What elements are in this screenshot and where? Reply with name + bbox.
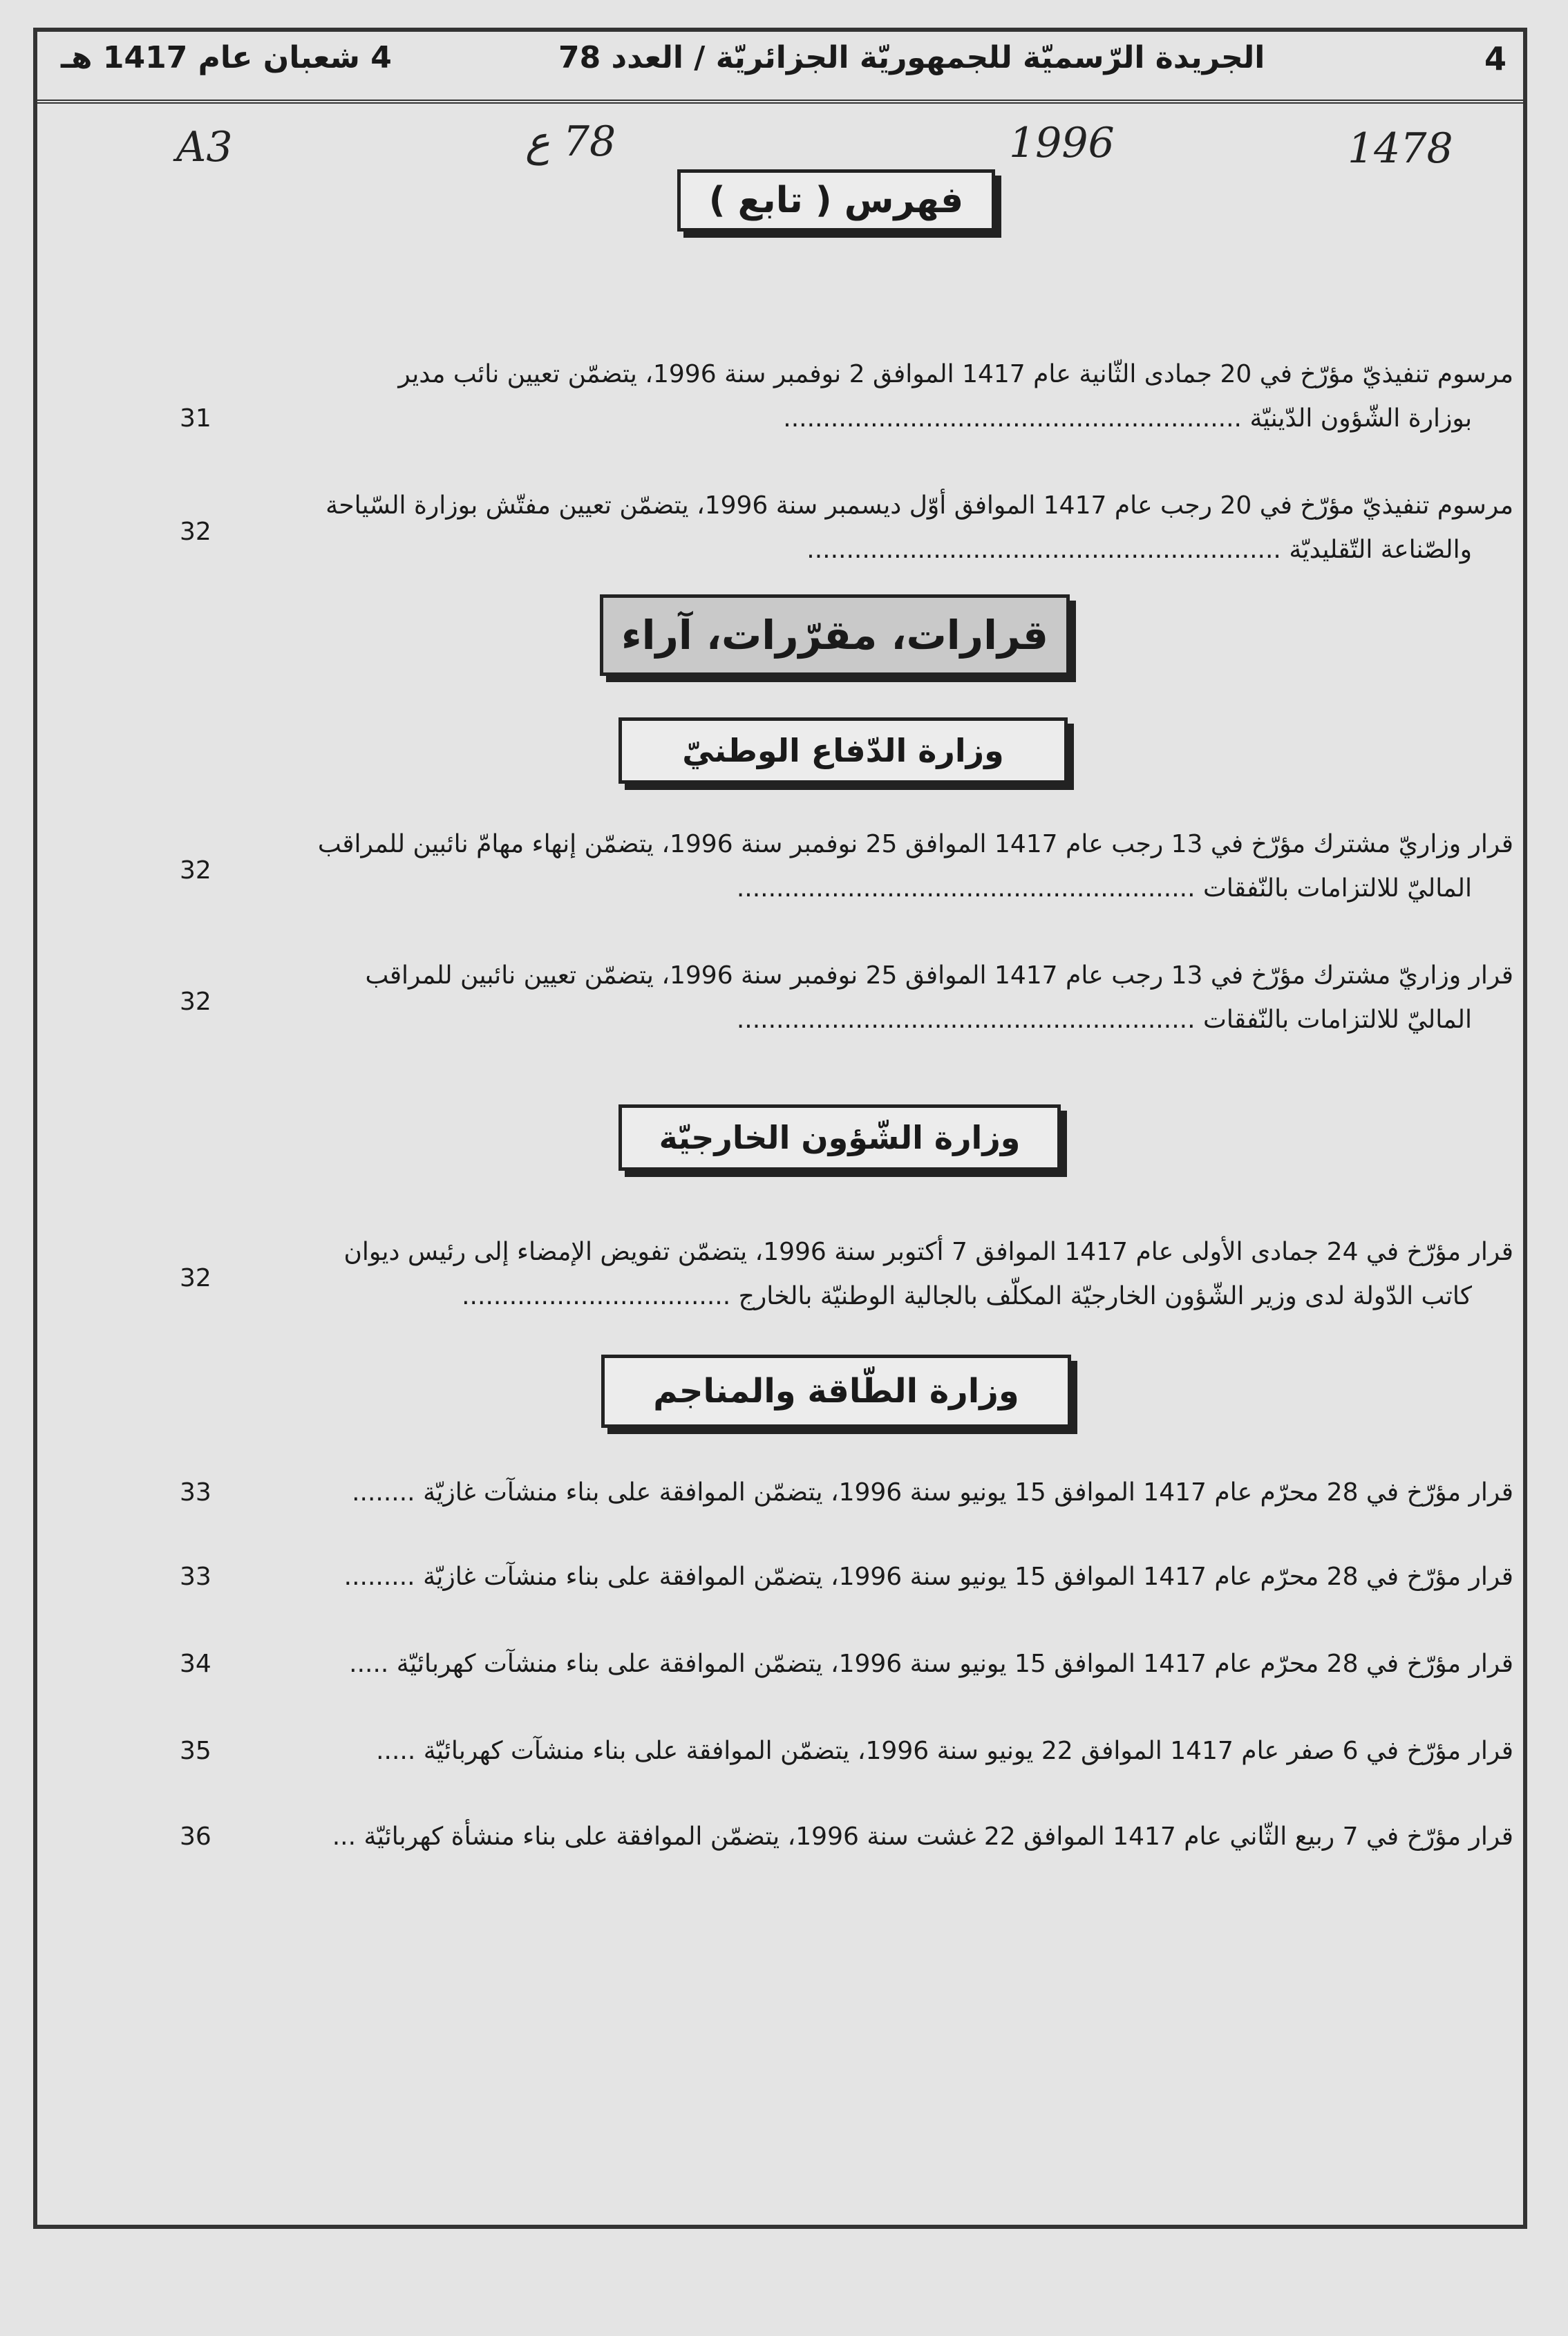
list-item: قرار مؤرّخ في 7 ربيع الثّاني عام 1417 الموافق 22 غشت سنة 1996، يتضمّن الموافقة على بناء منشأة كهربائيّة ... 36 <box>104 1815 1513 1859</box>
list-item: قرار وزاريّ مشترك مؤرّخ في 13 رجب عام 1417 الموافق 25 نوفمبر سنة 1996، يتضمّن إنهاء مهامّ نائبين للمراقب الماليّ للالتزامات بالنّفقات .......................................................... 32 <box>104 822 1513 911</box>
ministry-heading: وزارة الطّاقة والمناجم <box>601 1355 1071 1428</box>
entry-text: كاتب الدّولة لدى وزير الشّؤون الخارجيّة المكلّف بالجالية الوطنيّة بالخارج <box>738 1282 1472 1310</box>
list-item: مرسوم تنفيذيّ مؤرّخ في 20 رجب عام 1417 الموافق أوّل ديسمبر سنة 1996، يتضمّن تعيين مفتّش بوزارة السّياحة والصّناعة التّقليديّة ............................................................ 32 <box>104 484 1513 572</box>
handwritten-note: 1996 <box>1009 119 1115 167</box>
list-item: مرسوم تنفيذيّ مؤرّخ في 20 جمادى الثّانية عام 1417 الموافق 2 نوفمبر سنة 1996، يتضمّن تعيين نائب مدير بوزارة الشّؤون الدّينيّة .......................................................... 31 <box>104 352 1513 441</box>
entry-text: قرار وزاريّ مشترك مؤرّخ في 13 رجب عام 1417 الموافق 25 نوفمبر سنة 1996، يتضمّن تعيين نائبين للمراقب <box>365 961 1513 990</box>
entry-text: مرسوم تنفيذيّ مؤرّخ في 20 رجب عام 1417 الموافق أوّل ديسمبر سنة 1996، يتضمّن تعيين مفتّش بوزارة السّياحة <box>325 491 1513 520</box>
page-number: 4 <box>1484 40 1506 77</box>
index-title: فهرس ( تابع ) <box>677 169 995 232</box>
list-item: قرار وزاريّ مشترك مؤرّخ في 13 رجب عام 1417 الموافق 25 نوفمبر سنة 1996، يتضمّن تعيين نائبين للمراقب الماليّ للالتزامات بالنّفقات .......................................................... 32 <box>104 954 1513 1042</box>
entry-text: قرار مؤرّخ في 6 صفر عام 1417 الموافق 22 يونيو سنة 1996، يتضمّن الموافقة على بناء منشآت كهربائيّة <box>423 1737 1513 1765</box>
section-heading: قرارات، مقرّرات، آراء <box>600 594 1070 676</box>
entry-text: قرار مؤرّخ في 28 محرّم عام 1417 الموافق 15 يونيو سنة 1996، يتضمّن الموافقة على بناء منشآت كهربائيّة <box>396 1650 1513 1678</box>
entry-page-number: 32 <box>180 1264 211 1292</box>
entry-page-number: 33 <box>180 1563 211 1591</box>
list-item: قرار مؤرّخ في 28 محرّم عام 1417 الموافق 15 يونيو سنة 1996، يتضمّن الموافقة على بناء منشآت غازيّة ......... 33 <box>104 1555 1513 1599</box>
list-item: قرار مؤرّخ في 28 محرّم عام 1417 الموافق 15 يونيو سنة 1996، يتضمّن الموافقة على بناء منشآت غازيّة ........ 33 <box>104 1471 1513 1515</box>
entry-page-number: 31 <box>180 404 211 433</box>
entry-text: قرار مؤرّخ في 24 جمادى الأولى عام 1417 الموافق 7 أكتوبر سنة 1996، يتضمّن تفويض الإمضاء إلى رئيس ديوان <box>343 1238 1513 1266</box>
page-header <box>33 28 1527 104</box>
journal-title: الجريدة الرّسميّة للجمهوريّة الجزائريّة / العدد 78 <box>558 40 1265 75</box>
list-item: قرار مؤرّخ في 6 صفر عام 1417 الموافق 22 يونيو سنة 1996، يتضمّن الموافقة على بناء منشآت كهربائيّة ..... 35 <box>104 1729 1513 1773</box>
entry-text: بوزارة الشّؤون الدّينيّة <box>1249 404 1472 433</box>
entry-text: قرار مؤرّخ في 7 ربيع الثّاني عام 1417 الموافق 22 غشت سنة 1996، يتضمّن الموافقة على بناء منشأة كهربائيّة <box>363 1822 1513 1851</box>
entry-page-number: 34 <box>180 1650 211 1678</box>
entry-page-number: 32 <box>180 856 211 885</box>
entry-text: الماليّ للالتزامات بالنّفقات <box>1202 1006 1472 1034</box>
entry-text: قرار وزاريّ مشترك مؤرّخ في 13 رجب عام 1417 الموافق 25 نوفمبر سنة 1996، يتضمّن إنهاء مهامّ نائبين للمراقب <box>317 830 1513 858</box>
entry-text: قرار مؤرّخ في 28 محرّم عام 1417 الموافق 15 يونيو سنة 1996، يتضمّن الموافقة على بناء منشآت غازيّة <box>423 1478 1513 1507</box>
ministry-heading: وزارة الشّؤون الخارجيّة <box>618 1104 1061 1171</box>
entry-page-number: 32 <box>180 518 211 546</box>
ministry-heading: وزارة الدّفاع الوطنيّ <box>618 717 1068 784</box>
issue-date: 4 شعبان عام 1417 هـ <box>61 40 392 75</box>
entry-text: مرسوم تنفيذيّ مؤرّخ في 20 جمادى الثّانية عام 1417 الموافق 2 نوفمبر سنة 1996، يتضمّن تعيين نائب مدير <box>398 360 1513 388</box>
entry-text: والصّناعة التّقليديّة <box>1289 536 1472 564</box>
handwritten-note: 1478 <box>1348 124 1453 173</box>
entry-page-number: 33 <box>180 1478 211 1507</box>
list-item: قرار مؤرّخ في 24 جمادى الأولى عام 1417 الموافق 7 أكتوبر سنة 1996، يتضمّن تفويض الإمضاء إلى رئيس ديوان كاتب الدّولة لدى وزير الشّؤون الخارجيّة المكلّف بالجالية الوطنيّة بالخارج .................................. 32 <box>104 1230 1513 1319</box>
handwritten-note: A3 <box>176 123 233 171</box>
entry-text: قرار مؤرّخ في 28 محرّم عام 1417 الموافق 15 يونيو سنة 1996، يتضمّن الموافقة على بناء منشآت غازيّة <box>423 1563 1513 1591</box>
entry-page-number: 36 <box>180 1822 211 1851</box>
entry-text: الماليّ للالتزامات بالنّفقات <box>1202 874 1472 903</box>
handwritten-note: 78 ع <box>525 117 616 166</box>
list-item: قرار مؤرّخ في 28 محرّم عام 1417 الموافق 15 يونيو سنة 1996، يتضمّن الموافقة على بناء منشآت كهربائيّة ..... 34 <box>104 1642 1513 1686</box>
entry-page-number: 32 <box>180 988 211 1016</box>
entry-page-number: 35 <box>180 1737 211 1765</box>
